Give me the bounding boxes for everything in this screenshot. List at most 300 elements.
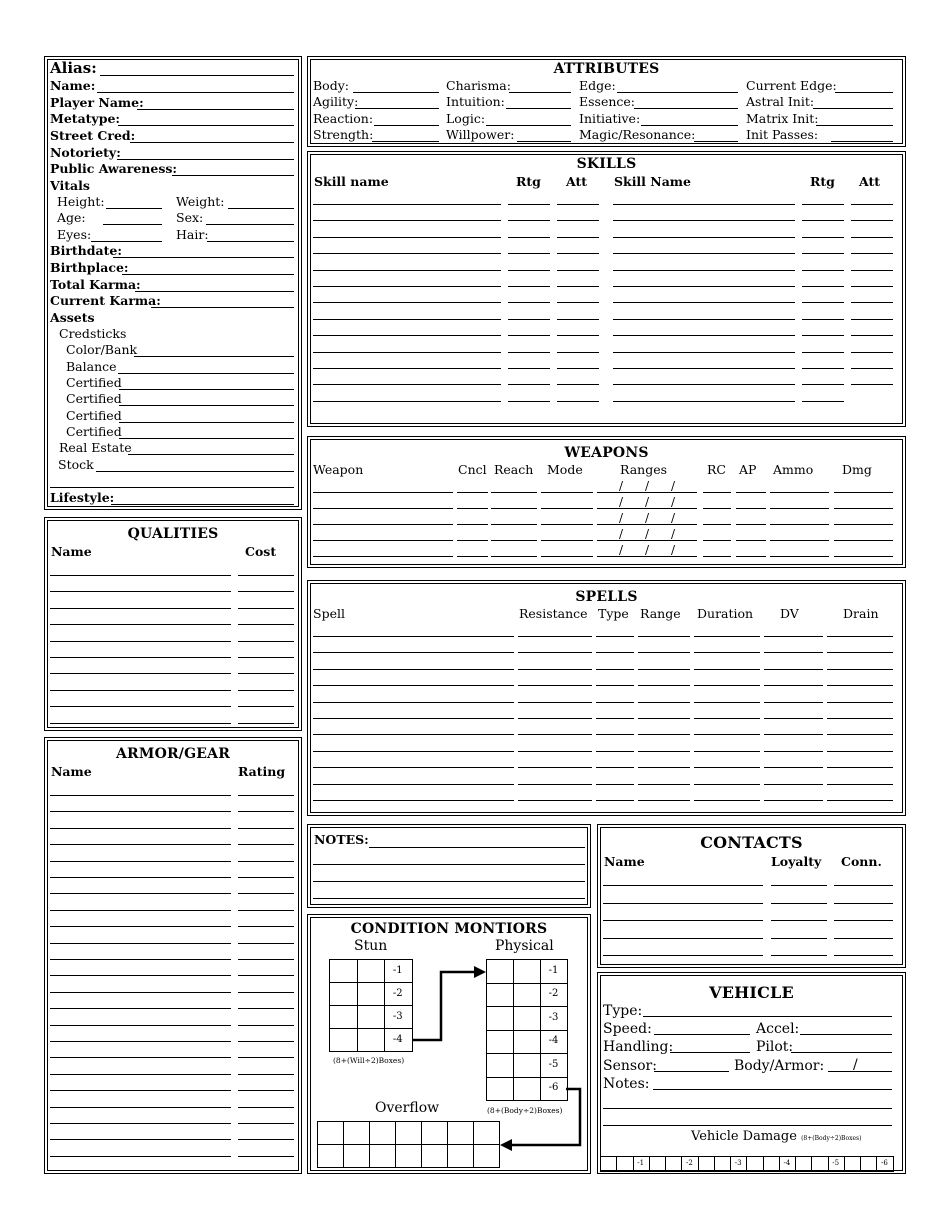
total-karma-input[interactable]	[135, 291, 294, 292]
notes-line-3[interactable]	[313, 881, 585, 882]
spell-col-line-5[interactable]	[764, 734, 823, 735]
overflow-box[interactable]	[447, 1144, 474, 1168]
skill-rtg-line-2[interactable]	[802, 401, 844, 402]
skill-att-line-2[interactable]	[851, 319, 893, 320]
weapon-col-line-4[interactable]	[703, 556, 731, 557]
spell-col-line-5[interactable]	[764, 652, 823, 653]
armor-name-line[interactable]	[50, 1008, 231, 1009]
skill-name-line[interactable]	[313, 220, 501, 221]
skill-att-line[interactable]	[557, 204, 599, 205]
armor-rating-line[interactable]	[238, 1123, 294, 1124]
contact-conn-line[interactable]	[834, 903, 893, 904]
stun-box[interactable]	[357, 982, 386, 1006]
armor-name-line[interactable]	[50, 975, 231, 976]
spell-col-line-4[interactable]	[694, 652, 760, 653]
skill-att-line[interactable]	[557, 368, 599, 369]
real-estate-input[interactable]	[128, 454, 294, 455]
physical-box[interactable]	[513, 1006, 541, 1031]
armor-rating-line[interactable]	[238, 1156, 294, 1157]
weapon-col-line-3[interactable]	[541, 492, 593, 493]
vehicle-body-armor-input[interactable]	[828, 1071, 892, 1072]
armor-name-line[interactable]	[50, 893, 231, 894]
spell-col-line-5[interactable]	[764, 718, 823, 719]
skill-rtg-line-2[interactable]	[802, 253, 844, 254]
skill-att-line[interactable]	[557, 401, 599, 402]
contact-name-line[interactable]	[603, 920, 763, 921]
vehicle-damage-box[interactable]	[698, 1156, 715, 1172]
armor-rating-line[interactable]	[238, 1107, 294, 1108]
spell-col-line-2[interactable]	[596, 685, 634, 686]
vehicle-damage-box[interactable]	[600, 1156, 617, 1172]
color-bank-input[interactable]	[134, 356, 294, 357]
vehicle-damage-box[interactable]	[811, 1156, 828, 1172]
attr-col2-input-4[interactable]	[517, 141, 571, 142]
spell-col-line-0[interactable]	[313, 669, 514, 670]
weapon-col-line-1[interactable]	[457, 492, 488, 493]
spell-col-line-4[interactable]	[694, 734, 760, 735]
weapon-col-line-0[interactable]	[313, 508, 453, 509]
physical-box[interactable]	[486, 959, 514, 984]
spell-col-line-2[interactable]	[596, 718, 634, 719]
spell-col-line-6[interactable]	[827, 669, 893, 670]
quality-name-line[interactable]	[50, 673, 231, 674]
weapon-col-line-4[interactable]	[703, 508, 731, 509]
skill-rtg-line[interactable]	[508, 220, 550, 221]
weapon-col-line-0[interactable]	[313, 492, 453, 493]
weapon-col-line-2[interactable]	[491, 524, 537, 525]
skill-name-line[interactable]	[313, 368, 501, 369]
overflow-box[interactable]	[317, 1121, 344, 1145]
skill-rtg-line-2[interactable]	[802, 270, 844, 271]
stock-input[interactable]	[96, 471, 294, 472]
weapon-col-line-2[interactable]	[491, 508, 537, 509]
vehicle-damage-box[interactable]	[616, 1156, 633, 1172]
vehicle-damage-box[interactable]	[714, 1156, 731, 1172]
skill-att-line[interactable]	[557, 237, 599, 238]
spell-col-line-3[interactable]	[638, 702, 690, 703]
skill-att-line[interactable]	[557, 352, 599, 353]
player-name-input[interactable]	[137, 109, 294, 110]
overflow-box[interactable]	[447, 1121, 474, 1145]
skill-att-line-2[interactable]	[851, 220, 893, 221]
spell-col-line-0[interactable]	[313, 718, 514, 719]
metatype-input[interactable]	[118, 125, 294, 126]
weapon-col-line-4[interactable]	[703, 524, 731, 525]
skill-rtg-line[interactable]	[508, 335, 550, 336]
armor-rating-line[interactable]	[238, 893, 294, 894]
spell-col-line-1[interactable]	[518, 636, 592, 637]
skill-att-line-2[interactable]	[851, 237, 893, 238]
spell-col-line-2[interactable]	[596, 636, 634, 637]
spell-col-line-3[interactable]	[638, 734, 690, 735]
weapon-col-line-1[interactable]	[457, 540, 488, 541]
stun-box[interactable]	[329, 982, 358, 1006]
physical-box[interactable]	[486, 1077, 514, 1102]
armor-name-line[interactable]	[50, 1074, 231, 1075]
vehicle-damage-box[interactable]	[649, 1156, 666, 1172]
spell-col-line-0[interactable]	[313, 784, 514, 785]
spell-col-line-5[interactable]	[764, 636, 823, 637]
spell-col-line-4[interactable]	[694, 767, 760, 768]
spell-col-line-0[interactable]	[313, 767, 514, 768]
quality-cost-line[interactable]	[238, 591, 294, 592]
quality-name-line[interactable]	[50, 624, 231, 625]
armor-name-line[interactable]	[50, 1025, 231, 1026]
certified-input-1[interactable]	[119, 389, 294, 390]
armor-rating-line[interactable]	[238, 1139, 294, 1140]
spell-col-line-3[interactable]	[638, 718, 690, 719]
spell-col-line-4[interactable]	[694, 636, 760, 637]
armor-rating-line[interactable]	[238, 1074, 294, 1075]
skill-att-line-2[interactable]	[851, 368, 893, 369]
quality-name-line[interactable]	[50, 723, 231, 724]
armor-rating-line[interactable]	[238, 1057, 294, 1058]
lifestyle-input[interactable]	[111, 504, 294, 505]
armor-name-line[interactable]	[50, 992, 231, 993]
notoriety-input[interactable]	[117, 159, 294, 160]
armor-rating-line[interactable]	[238, 844, 294, 845]
vehicle-type-input[interactable]	[643, 1016, 892, 1017]
contact-loyalty-line[interactable]	[771, 920, 827, 921]
skill-rtg-line-2[interactable]	[802, 319, 844, 320]
armor-rating-line[interactable]	[238, 943, 294, 944]
vehicle-notes-line-3[interactable]	[603, 1125, 892, 1126]
skill-name-line[interactable]	[313, 335, 501, 336]
skill-name-line[interactable]	[313, 352, 501, 353]
skill-att-line-2[interactable]	[851, 384, 893, 385]
skill-rtg-line-2[interactable]	[802, 352, 844, 353]
skill-name-line[interactable]	[313, 401, 501, 402]
current-karma-input[interactable]	[151, 307, 294, 308]
sex-input[interactable]	[206, 224, 294, 225]
quality-cost-line[interactable]	[238, 723, 294, 724]
stun-box[interactable]	[329, 1028, 358, 1052]
spell-col-line-5[interactable]	[764, 702, 823, 703]
skill-att-line-2[interactable]	[851, 335, 893, 336]
skill-name-line[interactable]	[313, 286, 501, 287]
skill-rtg-line-2[interactable]	[802, 286, 844, 287]
overflow-box[interactable]	[369, 1144, 396, 1168]
physical-box[interactable]	[513, 983, 541, 1008]
overflow-box[interactable]	[473, 1144, 500, 1168]
weapon-col-line-6[interactable]	[770, 556, 829, 557]
spell-col-line-0[interactable]	[313, 636, 514, 637]
weapon-col-line-6[interactable]	[770, 524, 829, 525]
armor-name-line[interactable]	[50, 844, 231, 845]
spell-col-line-1[interactable]	[518, 751, 592, 752]
birthplace-input[interactable]	[122, 274, 294, 275]
attr-col1-input-4[interactable]	[372, 141, 439, 142]
armor-name-line[interactable]	[50, 811, 231, 812]
weapon-col-line-3[interactable]	[541, 508, 593, 509]
skill-att-line-2[interactable]	[851, 286, 893, 287]
skill-rtg-line-2[interactable]	[802, 302, 844, 303]
skill-name-line-2[interactable]	[613, 335, 795, 336]
spell-col-line-6[interactable]	[827, 718, 893, 719]
age-input[interactable]	[103, 224, 162, 225]
balance-input[interactable]	[118, 373, 294, 374]
weapon-col-line-6[interactable]	[770, 540, 829, 541]
weapon-col-line-7[interactable]	[834, 556, 893, 557]
armor-name-line[interactable]	[50, 1090, 231, 1091]
quality-name-line[interactable]	[50, 608, 231, 609]
eyes-input[interactable]	[91, 241, 162, 242]
armor-name-line[interactable]	[50, 926, 231, 927]
spell-col-line-2[interactable]	[596, 751, 634, 752]
attr-col1-input-2[interactable]	[355, 108, 439, 109]
skill-name-line-2[interactable]	[613, 401, 795, 402]
spell-col-line-1[interactable]	[518, 652, 592, 653]
notes-line-2[interactable]	[313, 864, 585, 865]
physical-box[interactable]	[486, 1053, 514, 1078]
attr-col3-input-2[interactable]	[634, 108, 738, 109]
skill-att-line-2[interactable]	[851, 270, 893, 271]
quality-cost-line[interactable]	[238, 641, 294, 642]
skill-name-line-2[interactable]	[613, 302, 795, 303]
spell-col-line-0[interactable]	[313, 751, 514, 752]
skill-rtg-line[interactable]	[508, 319, 550, 320]
quality-name-line[interactable]	[50, 706, 231, 707]
armor-name-line[interactable]	[50, 877, 231, 878]
attr-col3-input-4[interactable]	[694, 141, 738, 142]
spell-col-line-1[interactable]	[518, 784, 592, 785]
spell-col-line-5[interactable]	[764, 669, 823, 670]
weapon-col-line-2[interactable]	[491, 492, 537, 493]
notes-line-1[interactable]	[369, 847, 585, 848]
armor-name-line[interactable]	[50, 910, 231, 911]
skill-rtg-line[interactable]	[508, 368, 550, 369]
armor-name-line[interactable]	[50, 861, 231, 862]
weapon-col-line-5[interactable]	[736, 492, 766, 493]
spell-col-line-4[interactable]	[694, 784, 760, 785]
spell-col-line-3[interactable]	[638, 685, 690, 686]
overflow-box[interactable]	[395, 1121, 422, 1145]
public-awareness-input[interactable]	[172, 175, 294, 176]
certified-input-3[interactable]	[119, 422, 294, 423]
physical-box[interactable]	[513, 959, 541, 984]
skill-name-line-2[interactable]	[613, 319, 795, 320]
spell-col-line-2[interactable]	[596, 652, 634, 653]
attr-col2-input-2[interactable]	[506, 108, 571, 109]
overflow-box[interactable]	[343, 1121, 370, 1145]
height-input[interactable]	[106, 208, 162, 209]
overflow-box[interactable]	[473, 1121, 500, 1145]
skill-name-line[interactable]	[313, 204, 501, 205]
weapon-col-line-4[interactable]	[703, 540, 731, 541]
vehicle-handling-input[interactable]	[670, 1052, 750, 1053]
spell-col-line-6[interactable]	[827, 702, 893, 703]
physical-box[interactable]	[486, 1030, 514, 1055]
physical-box[interactable]	[513, 1030, 541, 1055]
contact-name-line[interactable]	[603, 955, 763, 956]
spell-col-line-0[interactable]	[313, 652, 514, 653]
skill-att-line[interactable]	[557, 335, 599, 336]
physical-box[interactable]	[513, 1077, 541, 1102]
armor-rating-line[interactable]	[238, 959, 294, 960]
contact-loyalty-line[interactable]	[771, 885, 827, 886]
weapon-col-line-7[interactable]	[834, 508, 893, 509]
notes-line-4[interactable]	[313, 898, 585, 899]
spell-col-line-1[interactable]	[518, 685, 592, 686]
vehicle-damage-box[interactable]	[746, 1156, 763, 1172]
spell-col-line-4[interactable]	[694, 669, 760, 670]
spell-col-line-1[interactable]	[518, 702, 592, 703]
quality-cost-line[interactable]	[238, 657, 294, 658]
spell-col-line-0[interactable]	[313, 685, 514, 686]
attr-col3-input-1[interactable]	[617, 92, 738, 93]
armor-name-line[interactable]	[50, 795, 231, 796]
skill-rtg-line[interactable]	[508, 302, 550, 303]
contact-loyalty-line[interactable]	[771, 903, 827, 904]
spell-col-line-5[interactable]	[764, 685, 823, 686]
quality-cost-line[interactable]	[238, 608, 294, 609]
weapon-col-line-1[interactable]	[457, 508, 488, 509]
skill-att-line-2[interactable]	[851, 204, 893, 205]
spell-col-line-0[interactable]	[313, 800, 514, 801]
armor-name-line[interactable]	[50, 1123, 231, 1124]
spell-col-line-3[interactable]	[638, 636, 690, 637]
skill-name-line[interactable]	[313, 237, 501, 238]
weapon-col-line-6[interactable]	[770, 492, 829, 493]
weapon-col-line-5[interactable]	[736, 524, 766, 525]
weapon-col-line-4[interactable]	[703, 492, 731, 493]
vehicle-damage-box[interactable]	[844, 1156, 861, 1172]
spell-col-line-5[interactable]	[764, 751, 823, 752]
weapon-col-line-5[interactable]	[736, 508, 766, 509]
stun-box[interactable]	[357, 959, 386, 983]
vehicle-damage-box[interactable]	[665, 1156, 682, 1172]
skill-rtg-line[interactable]	[508, 384, 550, 385]
skill-name-line[interactable]	[313, 319, 501, 320]
weapon-col-line-0[interactable]	[313, 524, 453, 525]
spell-col-line-3[interactable]	[638, 800, 690, 801]
spell-col-line-1[interactable]	[518, 734, 592, 735]
skill-rtg-line[interactable]	[508, 270, 550, 271]
skill-rtg-line-2[interactable]	[802, 204, 844, 205]
vehicle-damage-box[interactable]	[860, 1156, 877, 1172]
stun-box[interactable]	[329, 1005, 358, 1029]
contact-name-line[interactable]	[603, 938, 763, 939]
skill-rtg-line[interactable]	[508, 352, 550, 353]
skill-name-line-2[interactable]	[613, 384, 795, 385]
armor-rating-line[interactable]	[238, 828, 294, 829]
weapon-col-line-6[interactable]	[770, 508, 829, 509]
skill-att-line[interactable]	[557, 270, 599, 271]
skill-name-line-2[interactable]	[613, 286, 795, 287]
street-cred-input[interactable]	[130, 142, 294, 143]
armor-rating-line[interactable]	[238, 811, 294, 812]
attr-col3-input-3[interactable]	[641, 125, 738, 126]
skill-rtg-line[interactable]	[508, 286, 550, 287]
spell-col-line-2[interactable]	[596, 767, 634, 768]
spell-col-line-1[interactable]	[518, 718, 592, 719]
certified-input-2[interactable]	[119, 405, 294, 406]
contact-conn-line[interactable]	[834, 938, 893, 939]
skill-name-line[interactable]	[313, 270, 501, 271]
quality-name-line[interactable]	[50, 657, 231, 658]
overflow-box[interactable]	[395, 1144, 422, 1168]
attr-col4-input-3[interactable]	[816, 125, 893, 126]
spell-col-line-3[interactable]	[638, 767, 690, 768]
skill-name-line[interactable]	[313, 302, 501, 303]
quality-cost-line[interactable]	[238, 690, 294, 691]
spell-col-line-1[interactable]	[518, 669, 592, 670]
quality-name-line[interactable]	[50, 575, 231, 576]
skill-name-line-2[interactable]	[613, 270, 795, 271]
weapon-col-line-2[interactable]	[491, 540, 537, 541]
stun-box[interactable]	[357, 1005, 386, 1029]
vehicle-pilot-input[interactable]	[791, 1052, 892, 1053]
spell-col-line-6[interactable]	[827, 767, 893, 768]
quality-name-line[interactable]	[50, 641, 231, 642]
spell-col-line-1[interactable]	[518, 767, 592, 768]
weapon-col-line-7[interactable]	[834, 540, 893, 541]
weapon-col-line-1[interactable]	[457, 524, 488, 525]
overflow-box[interactable]	[369, 1121, 396, 1145]
skill-att-line[interactable]	[557, 302, 599, 303]
weapon-col-line-0[interactable]	[313, 556, 453, 557]
attr-col2-input-1[interactable]	[509, 92, 571, 93]
skill-att-line-2[interactable]	[851, 253, 893, 254]
armor-rating-line[interactable]	[238, 795, 294, 796]
armor-rating-line[interactable]	[238, 1025, 294, 1026]
contact-conn-line[interactable]	[834, 920, 893, 921]
armor-name-line[interactable]	[50, 1107, 231, 1108]
overflow-box[interactable]	[317, 1144, 344, 1168]
quality-cost-line[interactable]	[238, 706, 294, 707]
overflow-box[interactable]	[421, 1121, 448, 1145]
weapon-col-line-7[interactable]	[834, 524, 893, 525]
skill-name-line-2[interactable]	[613, 220, 795, 221]
spell-col-line-6[interactable]	[827, 685, 893, 686]
armor-name-line[interactable]	[50, 943, 231, 944]
armor-rating-line[interactable]	[238, 861, 294, 862]
spell-col-line-5[interactable]	[764, 784, 823, 785]
skill-rtg-line[interactable]	[508, 401, 550, 402]
overflow-box[interactable]	[421, 1144, 448, 1168]
armor-name-line[interactable]	[50, 959, 231, 960]
spell-col-line-2[interactable]	[596, 702, 634, 703]
weapon-col-line-1[interactable]	[457, 556, 488, 557]
skill-rtg-line[interactable]	[508, 204, 550, 205]
skill-att-line-2[interactable]	[851, 302, 893, 303]
spell-col-line-1[interactable]	[518, 800, 592, 801]
spell-col-line-4[interactable]	[694, 751, 760, 752]
spell-col-line-2[interactable]	[596, 669, 634, 670]
spell-col-line-6[interactable]	[827, 636, 893, 637]
spell-col-line-4[interactable]	[694, 685, 760, 686]
stun-box[interactable]	[329, 959, 358, 983]
assets-extra-line[interactable]	[50, 487, 294, 488]
spell-col-line-5[interactable]	[764, 800, 823, 801]
armor-name-line[interactable]	[50, 828, 231, 829]
skill-name-line-2[interactable]	[613, 352, 795, 353]
name-input[interactable]	[97, 92, 294, 93]
hair-input[interactable]	[207, 241, 294, 242]
spell-col-line-2[interactable]	[596, 784, 634, 785]
armor-name-line[interactable]	[50, 1156, 231, 1157]
skill-name-line-2[interactable]	[613, 237, 795, 238]
skill-att-line[interactable]	[557, 286, 599, 287]
spell-col-line-4[interactable]	[694, 718, 760, 719]
weapon-col-line-7[interactable]	[834, 492, 893, 493]
attr-col4-input-2[interactable]	[813, 108, 893, 109]
attr-col4-input-4[interactable]	[831, 141, 893, 142]
spell-col-line-4[interactable]	[694, 800, 760, 801]
contact-conn-line[interactable]	[834, 885, 893, 886]
weapon-col-line-5[interactable]	[736, 556, 766, 557]
skill-att-line[interactable]	[557, 319, 599, 320]
